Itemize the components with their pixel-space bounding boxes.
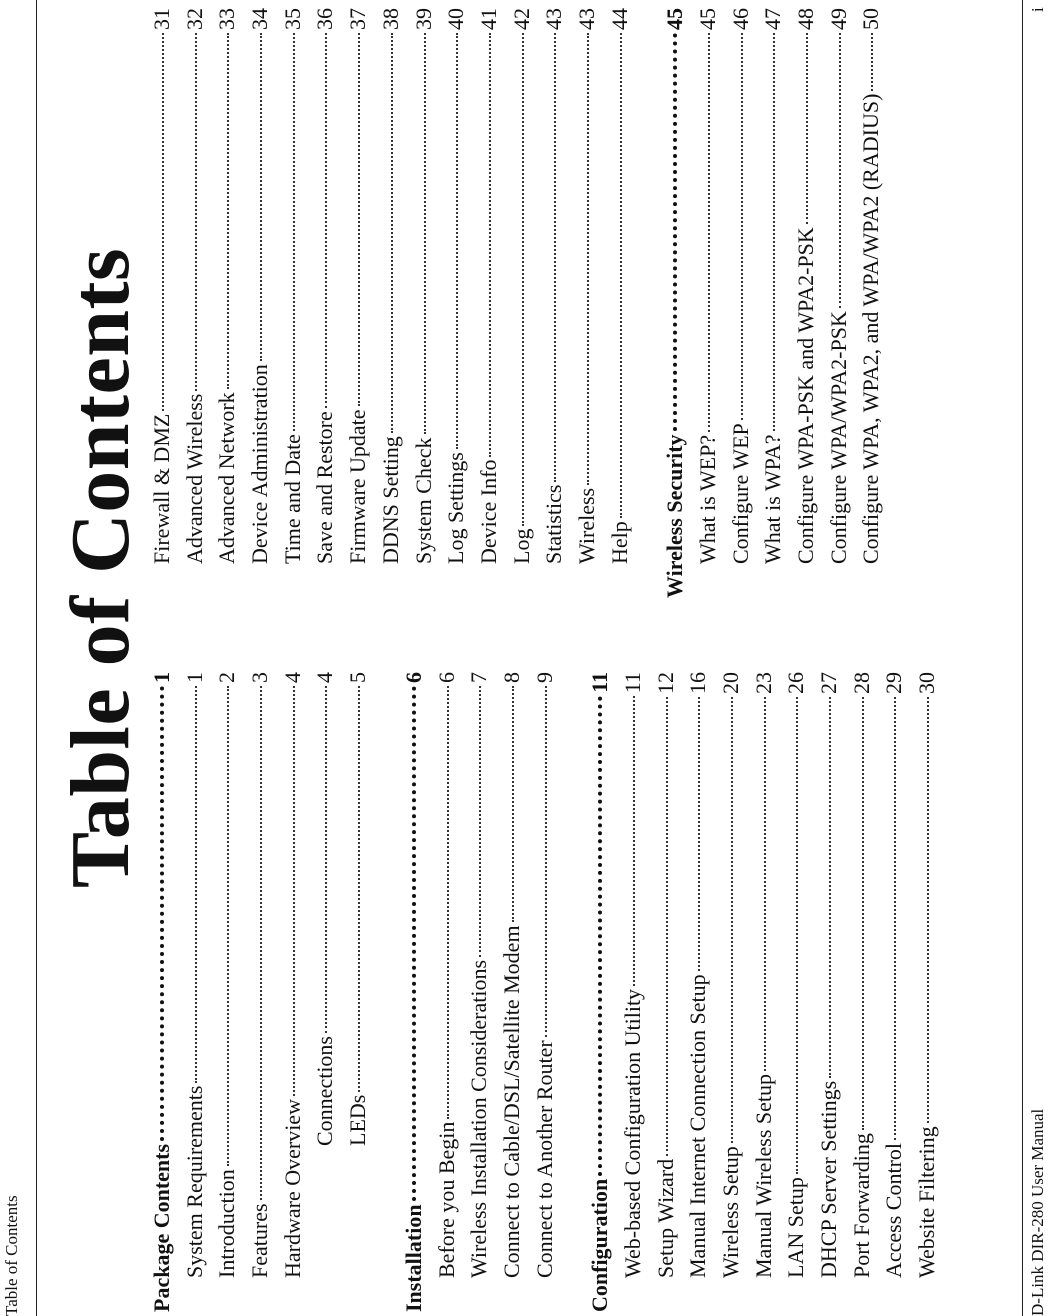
toc-entry-label: LEDs — [345, 1094, 371, 1146]
toc-entry[interactable] — [463, 672, 496, 1312]
dot-leader — [293, 686, 295, 1096]
toc-entry-page: 38 — [377, 8, 403, 30]
toc-entry[interactable] — [780, 672, 813, 1312]
toc-entry-label: Connections — [312, 1036, 338, 1146]
toc-entry-page: 41 — [475, 8, 501, 30]
toc-entry-page: 11 — [619, 672, 645, 694]
dot-leader — [620, 33, 622, 518]
toc-entry-page: 28 — [848, 672, 874, 694]
toc-entry[interactable] — [375, 8, 408, 598]
toc-entry[interactable] — [473, 8, 506, 598]
toc-entry[interactable] — [277, 8, 310, 598]
dot-leader — [829, 697, 831, 1078]
toc-entry[interactable] — [604, 8, 637, 598]
toc-entry[interactable] — [496, 672, 529, 1312]
toc-entry[interactable] — [342, 8, 375, 598]
dot-leader — [489, 33, 491, 457]
toc-entry-label: Advanced Network — [214, 392, 240, 564]
dot-leader — [554, 33, 556, 482]
toc-entry-page: 3 — [247, 672, 273, 683]
dot-leader — [773, 33, 775, 431]
toc-entry-page: 29 — [881, 672, 907, 694]
toc-entry[interactable] — [244, 8, 277, 598]
toc-entry-page: 16 — [685, 672, 711, 694]
toc-entry-label: Configure WPA, WPA2, and WPA/WPA2 (RADIUS) — [858, 93, 884, 564]
toc-entry-label: Save and Restore — [312, 411, 338, 564]
dot-leader — [927, 697, 929, 1123]
footer-divider — [1022, 0, 1023, 1316]
page-title: Table of Contents — [54, 247, 147, 888]
toc-entry-page: 6 — [433, 672, 459, 683]
toc-column-right — [146, 8, 888, 598]
toc-entry-label: Wireless Installation Considerations — [466, 959, 492, 1278]
dot-leader — [839, 33, 841, 308]
toc-entry-page: 43 — [573, 8, 599, 30]
toc-entry[interactable] — [277, 672, 310, 1312]
toc-entry-page: 4 — [312, 672, 338, 683]
toc-section-entry[interactable] — [146, 672, 179, 1312]
toc-entry-label: Wireless Setup — [718, 1146, 743, 1278]
toc-entry[interactable] — [179, 8, 212, 598]
toc-entry[interactable] — [650, 672, 683, 1312]
toc-entry-label: Connect to Cable/DSL/Satellite Modem — [498, 925, 524, 1278]
toc-entry-page: 26 — [783, 672, 809, 694]
dot-leader — [412, 686, 416, 1201]
toc-entry[interactable] — [529, 672, 562, 1312]
dot-leader — [796, 697, 798, 1174]
toc-entry[interactable] — [211, 672, 244, 1312]
toc-entry-label: Log Settings — [443, 452, 469, 564]
toc-entry-page: 1 — [181, 672, 207, 683]
dot-leader — [456, 33, 458, 449]
dot-leader — [195, 686, 197, 1083]
toc-entry-label: Hardware Overview — [279, 1099, 305, 1278]
toc-entry-label: System Requirements — [181, 1085, 207, 1278]
toc-entry-label: Port Forwarding — [848, 1133, 874, 1278]
toc-entry-label: LAN Setup — [783, 1177, 809, 1278]
toc-entry-label: Device Info — [475, 459, 501, 564]
toc-entry-label: Firewall & DMZ — [149, 413, 174, 564]
header-divider — [36, 0, 37, 1316]
toc-entry-page: 43 — [541, 8, 567, 30]
toc-entry-label: Firmware Update — [345, 409, 371, 564]
toc-entry-page: 37 — [345, 8, 371, 30]
toc-section-entry[interactable] — [659, 8, 692, 598]
toc-entry-page: 31 — [149, 8, 174, 30]
toc-entry[interactable] — [855, 8, 888, 598]
toc-entry-page: 23 — [750, 672, 776, 694]
toc-entry-label: Advanced Wireless — [181, 393, 207, 564]
dot-leader — [673, 33, 677, 431]
toc-entry[interactable] — [342, 672, 375, 1312]
toc-entry-page: 33 — [214, 8, 240, 30]
toc-entry-page: 36 — [312, 8, 338, 30]
toc-entry[interactable] — [813, 672, 846, 1312]
toc-entry-page: 8 — [498, 672, 524, 683]
dot-leader — [666, 697, 668, 1156]
toc-entry[interactable] — [878, 672, 911, 1312]
toc-entry[interactable] — [431, 672, 464, 1312]
dot-leader — [325, 33, 327, 408]
toc-entry-label: Configure WPA-PSK and WPA2-PSK — [793, 227, 819, 564]
toc-entry-label: Connect to Another Router — [531, 1040, 557, 1278]
toc-entry-page: 48 — [793, 8, 819, 30]
toc-entry[interactable] — [748, 672, 781, 1312]
toc-entry[interactable] — [571, 8, 604, 598]
toc-entry-page: 42 — [508, 8, 534, 30]
toc-entry-label: Features — [247, 1203, 273, 1278]
running-header: Table of Contents — [2, 1195, 21, 1316]
toc-entry-label: Web-based Configuration Utility — [619, 988, 645, 1278]
toc-column-left — [146, 672, 944, 1312]
dot-leader — [358, 33, 360, 406]
toc-entry-page: 27 — [816, 672, 842, 694]
toc-entry-page: 45 — [695, 8, 720, 30]
toc-entry-page: 4 — [279, 672, 305, 683]
dot-leader — [195, 33, 197, 391]
dot-leader — [293, 33, 295, 431]
dot-leader — [764, 697, 766, 1071]
toc-entry-label: Time and Date — [279, 434, 305, 564]
toc-entry-page: 32 — [181, 8, 207, 30]
toc-entry-label: DDNS Setting — [377, 436, 403, 564]
dot-leader — [894, 697, 896, 1140]
toc-entry[interactable] — [440, 8, 473, 598]
toc-entry[interactable] — [823, 8, 856, 598]
toc-entry-page: 40 — [443, 8, 469, 30]
toc-entry[interactable] — [244, 672, 277, 1312]
toc-entry-label: Website Filtering — [914, 1126, 940, 1278]
toc-entry[interactable] — [725, 8, 758, 598]
toc-entry-page: 12 — [652, 672, 678, 694]
toc-entry-page: 50 — [858, 8, 884, 30]
toc-entry-page: 11 — [587, 672, 613, 693]
toc-entry-page: 7 — [466, 672, 492, 683]
toc-entry-page: 5 — [345, 672, 371, 683]
toc-entry-label: What is WEP? — [695, 434, 720, 564]
toc-entry[interactable] — [309, 8, 342, 598]
toc-entry[interactable] — [408, 8, 441, 598]
dot-leader — [227, 686, 229, 1166]
footer-manual-name: D-Link DIR-280 User Manual — [1028, 1108, 1047, 1316]
dot-leader — [522, 33, 524, 526]
toc-entry-page: 46 — [727, 8, 753, 30]
toc-entry[interactable] — [538, 8, 571, 598]
toc-entry-label: Wireless — [573, 487, 599, 564]
toc-entry-label: Access Control — [881, 1142, 907, 1278]
toc-entry-label: Setup Wizard — [652, 1158, 678, 1278]
toc-entry[interactable] — [790, 8, 823, 598]
dot-leader — [479, 686, 481, 957]
toc-entry[interactable] — [757, 8, 790, 598]
toc-entry-label: DHCP Server Settings — [816, 1080, 842, 1278]
toc-entry-page: 35 — [279, 8, 305, 30]
dot-leader — [731, 697, 733, 1143]
toc-section-entry[interactable] — [398, 672, 431, 1312]
dot-leader — [391, 33, 393, 433]
toc-entry[interactable] — [211, 8, 244, 598]
toc-entry-page: 45 — [662, 8, 688, 30]
dot-leader — [545, 686, 547, 1037]
toc-entry-label: Manual Wireless Setup — [750, 1073, 776, 1278]
page-number: i — [1028, 7, 1047, 12]
toc-entry-label: Statistics — [541, 484, 567, 564]
dot-leader — [598, 696, 602, 1176]
toc-entry-page: 47 — [760, 8, 786, 30]
toc-entry-label: What is WPA? — [760, 434, 786, 564]
toc-entry[interactable] — [617, 672, 650, 1312]
dot-leader — [862, 697, 864, 1130]
toc-entry[interactable] — [846, 672, 879, 1312]
toc-entry[interactable] — [682, 672, 715, 1312]
dot-leader — [587, 33, 589, 485]
toc-entry-page: 6 — [400, 672, 426, 683]
toc-entry-label: Log — [508, 528, 534, 564]
toc-entry-page: 2 — [214, 672, 240, 683]
toc-entry-label: Installation — [400, 1204, 426, 1312]
dot-leader — [447, 686, 449, 1119]
toc-entry-page: 20 — [718, 672, 743, 694]
toc-entry-page: 30 — [914, 672, 940, 694]
toc-entry[interactable] — [506, 8, 539, 598]
toc-entry-page: 39 — [410, 8, 436, 30]
toc-entry-label: Introduction — [214, 1169, 240, 1278]
toc-entry-label: Before you Begin — [433, 1121, 459, 1278]
toc-entry-page: 44 — [606, 8, 632, 30]
toc-entry-label: Help — [606, 521, 632, 564]
toc-entry-label: Configuration — [587, 1178, 613, 1312]
toc-entry-label: Package Contents — [149, 1143, 174, 1312]
dot-leader — [871, 33, 873, 91]
toc-entry-label: Wireless Security — [662, 434, 688, 598]
toc-entry-label: System Check — [410, 437, 436, 564]
toc-entry[interactable] — [146, 8, 179, 598]
toc-entry-label: Configure WEP — [727, 423, 753, 564]
toc-section-entry[interactable] — [584, 672, 617, 1312]
toc-entry-label: Device Administration — [247, 364, 273, 564]
toc-entry-label: Configure WPA/WPA2-PSK — [825, 311, 851, 564]
toc-entry[interactable] — [911, 672, 944, 1312]
dot-leader — [424, 33, 426, 435]
toc-entry-page: 34 — [247, 8, 273, 30]
toc-entry[interactable] — [692, 8, 725, 598]
dot-leader — [162, 33, 164, 411]
toc-entry-page: 1 — [149, 672, 174, 683]
toc-entry[interactable] — [179, 672, 212, 1312]
toc-entry-page: 49 — [825, 8, 851, 30]
dot-leader — [698, 697, 700, 971]
toc-entry[interactable] — [715, 672, 748, 1312]
dot-leader — [260, 686, 262, 1200]
toc-entry-label: Manual Internet Connection Setup — [685, 974, 711, 1278]
toc-entry-page: 9 — [531, 672, 557, 683]
dot-leader — [806, 33, 808, 224]
dot-leader — [227, 33, 229, 389]
dot-leader — [741, 33, 743, 420]
dot-leader — [633, 696, 635, 986]
dot-leader — [708, 33, 710, 432]
dot-leader — [260, 33, 262, 361]
dot-leader — [512, 686, 514, 922]
toc-entry[interactable] — [309, 672, 342, 1312]
dot-leader — [160, 686, 164, 1141]
dot-leader — [358, 686, 360, 1092]
dot-leader — [325, 686, 327, 1033]
